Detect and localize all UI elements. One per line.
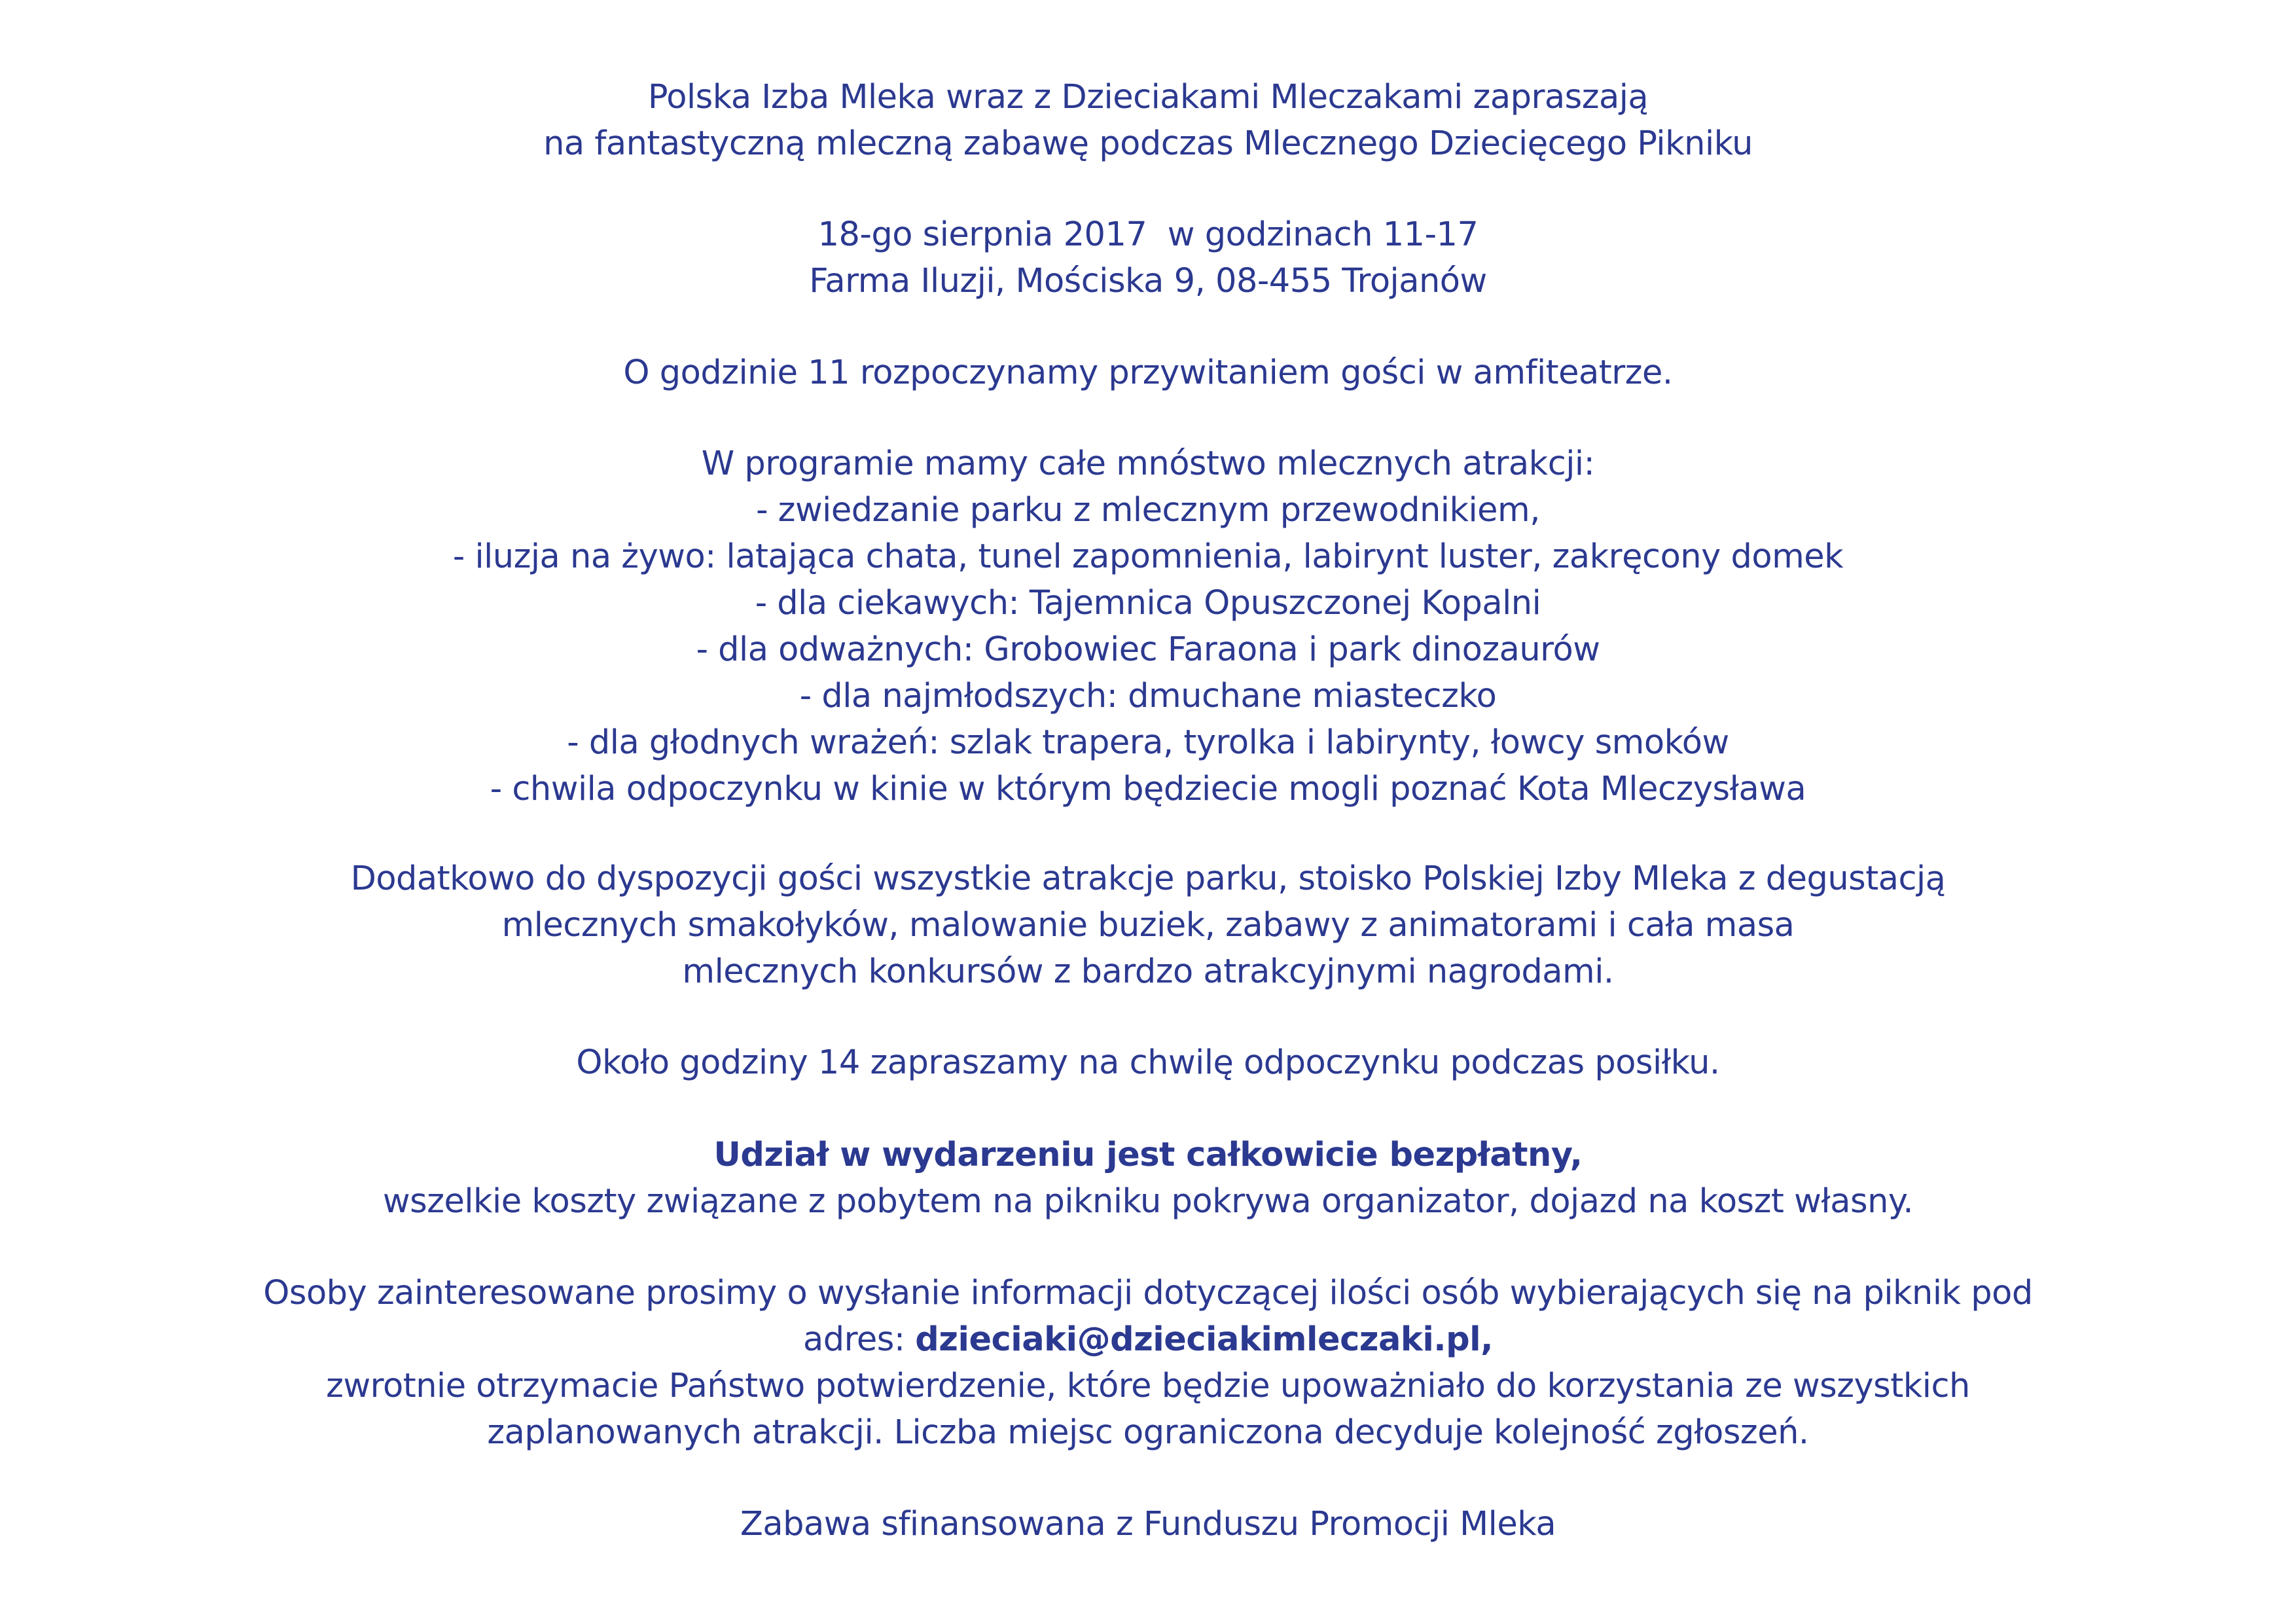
meal-text: Około godziny 14 zapraszamy na chwilę odpoczynku podczas posiłku. [576,1043,1720,1082]
event-address: Farma Iluzji, Mościska 9, 08-455 Trojanów [809,262,1487,300]
program-item: - chwila odpoczynku w kinie w którym będziecie mogli poznać Kota Mleczysława [490,770,1806,808]
funding-block [131,1501,2165,1547]
program-item: - iluzja na żywo: latająca chata, tunel zapomnienia, labirynt luster, zakręcony domek [452,537,1844,576]
welcome-block [131,350,2165,396]
additional-attractions-block [131,856,2165,995]
additional-line-3: mlecznych konkursów z bardzo atrakcyjnymi nagrodami. [682,952,1614,991]
meal-block [131,1039,2165,1086]
intro-line-1: Polska Izba Mleka wraz z Dzieciakami Mleczakami zapraszają [647,78,1649,117]
program-item: - dla ciekawych: Tajemnica Opuszczonej Kopalni [755,584,1541,623]
program-block [131,441,2165,812]
program-item: - dla odważnych: Grobowiec Faraona i park dinozaurów [696,630,1600,669]
registration-line-1: Osoby zainteresowane prosimy o wysłanie informacji dotyczącej ilości osób wybierających się na piknik pod [263,1274,2033,1312]
additional-line-1: Dodatkowo do dyspozycji gości wszystkie atrakcje parku, stoisko Polskiej Izby Mleka z degustacją [350,859,1946,898]
free-participation-block [131,1132,2165,1225]
additional-line-2: mlecznych smakołyków, malowanie buziek, zabawy z animatorami i cała masa [501,906,1795,945]
address-prefix: adres: [802,1320,916,1359]
intro-line-2: na fantastyczną mleczną zabawę podczas Mlecznego Dziecięcego Pikniku [543,124,1753,163]
welcome-text: O godzinie 11 rozpoczynamy przywitaniem gości w amfiteatrze. [623,353,1673,392]
registration-block [131,1270,2165,1456]
funding-text: Zabawa sfinansowana z Funduszu Promocji Mleka [740,1505,1556,1543]
date-location-block [131,211,2165,304]
registration-line-3: zwrotnie otrzymacie Państwo potwierdzenie, które będzie upoważniało do korzystania ze wszystkich [326,1367,1970,1405]
costs-text: wszelkie koszty związane z pobytem na pikniku pokrywa organizator, dojazd na koszt własny. [382,1182,1914,1221]
program-item: - zwiedzanie parku z mlecznym przewodnikiem, [756,491,1540,530]
free-participation-heading: Udział w wydarzeniu jest całkowicie bezpłatny, [713,1136,1583,1174]
program-item: - dla najmłodszych: dmuchane miasteczko [799,677,1497,715]
intro-block [131,74,2165,167]
program-item: - dla głodnych wrażeń: szlak trapera, tyrolka i labirynty, łowcy smoków [567,723,1729,762]
program-heading: W programie mamy całe mnóstwo mlecznych atrakcji: [701,444,1595,483]
contact-email-link[interactable]: dzieciaki@dzieciakimleczaki.pl, [915,1320,1494,1359]
event-date: 18-go sierpnia 2017 w godzinach 11-17 [817,215,1479,254]
registration-line-4: zaplanowanych atrakcji. Liczba miejsc ograniczona decyduje kolejność zgłoszeń. [487,1413,1809,1452]
registration-address-line [131,1316,2165,1363]
